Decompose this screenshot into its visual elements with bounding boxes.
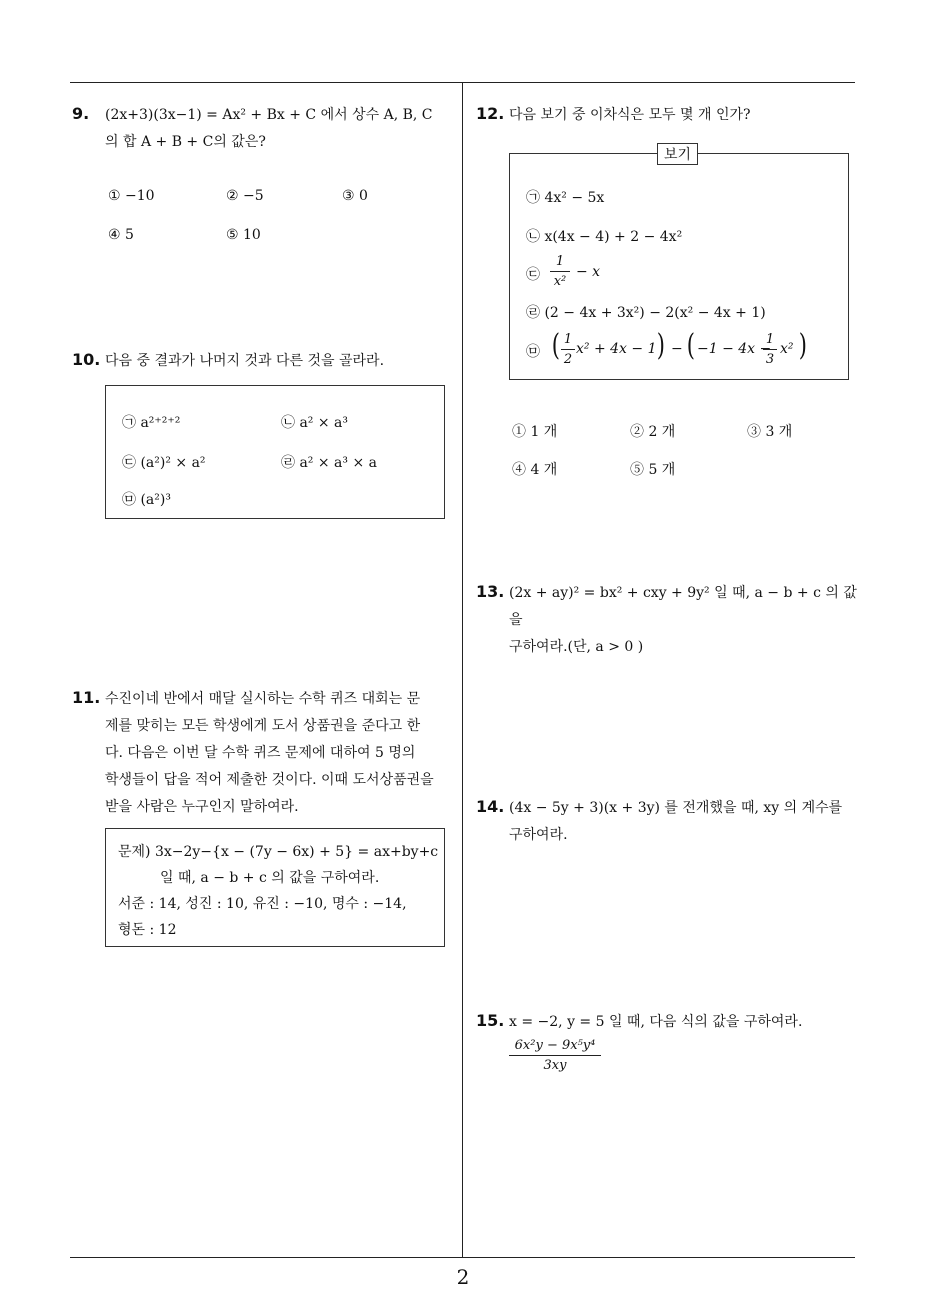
fraction-denominator: 2 xyxy=(563,352,573,367)
example-item: ㉣ (2 − 4x + 3x²) − 2(x² − 4x + 1) xyxy=(526,305,766,321)
question-14 xyxy=(476,797,861,857)
example-item: ㉠ 4x² − 5x xyxy=(526,190,605,206)
question-text: (2x + ay)² = bx² + cxy + 9y² 일 때, a − b + c 의 값을 구하여라.(단, a > 0 ) xyxy=(509,585,857,655)
choice-5[interactable]: ⑤ 10 xyxy=(226,227,261,243)
expression-item: ㉣ a² × a³ × a xyxy=(281,455,377,471)
box-line: 형돈 : 12 xyxy=(118,922,177,938)
expression-fraction xyxy=(509,1038,601,1073)
page-number: 2 xyxy=(456,1265,470,1289)
fraction-numerator: 1 xyxy=(561,332,575,350)
choice-4[interactable]: ④ 4 개 xyxy=(512,462,558,478)
question-number: 13. xyxy=(476,582,505,601)
expression-item: ㉠ a²⁺²⁺² xyxy=(122,415,181,431)
example-item: ㉡ x(4x − 4) + 2 − 4x² xyxy=(526,229,683,245)
expression-part: x² + 4x − 1 xyxy=(576,341,657,357)
choice-3[interactable]: ③ 0 xyxy=(342,188,368,204)
example-item-label: ㉢ xyxy=(526,267,540,283)
question-number: 14. xyxy=(476,797,505,816)
fraction-numerator: 1 xyxy=(550,254,570,272)
question-text: (4x − 5y + 3)(x + 3y) 를 전개했을 때, xy 의 계수를 구하여라. xyxy=(509,800,843,843)
choice-4[interactable]: ④ 5 xyxy=(108,227,134,243)
fraction-denominator: 3 xyxy=(765,352,775,367)
expression-part: x² xyxy=(780,341,794,357)
fraction xyxy=(763,332,777,367)
minus-sign: − xyxy=(671,341,683,357)
expression-box xyxy=(105,385,445,519)
choice-1[interactable]: ① −10 xyxy=(108,188,155,204)
question-text: x = −2, y = 5 일 때, 다음 식의 값을 구하여라. xyxy=(509,1014,803,1030)
question-12 xyxy=(476,104,861,484)
right-paren: ) xyxy=(798,328,807,363)
question-text: 수진이네 반에서 매달 실시하는 수학 퀴즈 대회는 문 제를 맞히는 모든 학생에게 도서 상품권을 준다고 한 다. 다음은 이번 달 수학 퀴즈 문제에 대하여 5 명의 학생들이 답을 적어 제출한 것이다. 이때 도서상품권을 받을 사람은 누구인지 말하여라. xyxy=(105,691,434,815)
expression-item: ㉢ (a²)² × a² xyxy=(122,455,206,471)
question-number: 15. xyxy=(476,1011,505,1030)
fraction-denominator: 3xy xyxy=(543,1058,567,1073)
question-text: 다음 중 결과가 나머지 것과 다른 것을 골라라. xyxy=(105,353,385,369)
choice-2[interactable]: ② 2 개 xyxy=(630,424,676,440)
question-11 xyxy=(72,688,457,953)
question-15 xyxy=(476,1011,861,1081)
fraction xyxy=(550,254,570,289)
example-box xyxy=(509,153,849,380)
question-number: 9. xyxy=(72,104,90,123)
box-line: 일 때, a − b + c 의 값을 구하여라. xyxy=(160,870,380,886)
question-9 xyxy=(72,104,457,264)
question-10 xyxy=(72,350,452,525)
question-number: 12. xyxy=(476,104,505,123)
example-item-label: ㉤ xyxy=(526,344,540,360)
expression-tail: − x xyxy=(576,264,601,280)
box-line: 문제) 3x−2y−{x − (7y − 6x) + 5} = ax+by+c xyxy=(118,844,439,860)
choice-5[interactable]: ⑤ 5 개 xyxy=(630,462,676,478)
question-number: 10. xyxy=(72,350,101,369)
fraction xyxy=(561,332,575,367)
choice-2[interactable]: ② −5 xyxy=(226,188,264,204)
fraction-numerator: 6x²y − 9x⁵y⁴ xyxy=(509,1038,601,1056)
fraction-numerator: 1 xyxy=(763,332,777,350)
left-paren: ( xyxy=(686,328,695,363)
example-legend: 보기 xyxy=(657,143,698,165)
choice-3[interactable]: ③ 3 개 xyxy=(747,424,793,440)
question-text: 다음 보기 중 이차식은 모두 몇 개 인가? xyxy=(509,107,751,123)
expression-item: ㉤ (a²)³ xyxy=(122,492,171,508)
problem-box xyxy=(105,828,445,947)
left-paren: ( xyxy=(551,328,560,363)
bottom-rule xyxy=(70,1257,855,1258)
expression-part: −1 − 4x − xyxy=(697,341,772,357)
expression-item: ㉡ a² × a³ xyxy=(281,415,348,431)
question-text: (2x+3)(3x−1) = Ax² + Bx + C 에서 상수 A, B, C 의 합 A + B + C의 값은? xyxy=(105,107,433,150)
box-line: 서준 : 14, 성진 : 10, 유진 : −10, 명수 : −14, xyxy=(118,896,407,912)
choice-1[interactable]: ① 1 개 xyxy=(512,424,558,440)
question-number: 11. xyxy=(72,688,101,707)
question-13 xyxy=(476,582,861,655)
fraction-denominator: x² xyxy=(553,274,567,289)
column-divider xyxy=(462,83,463,1258)
right-paren: ) xyxy=(656,328,665,363)
